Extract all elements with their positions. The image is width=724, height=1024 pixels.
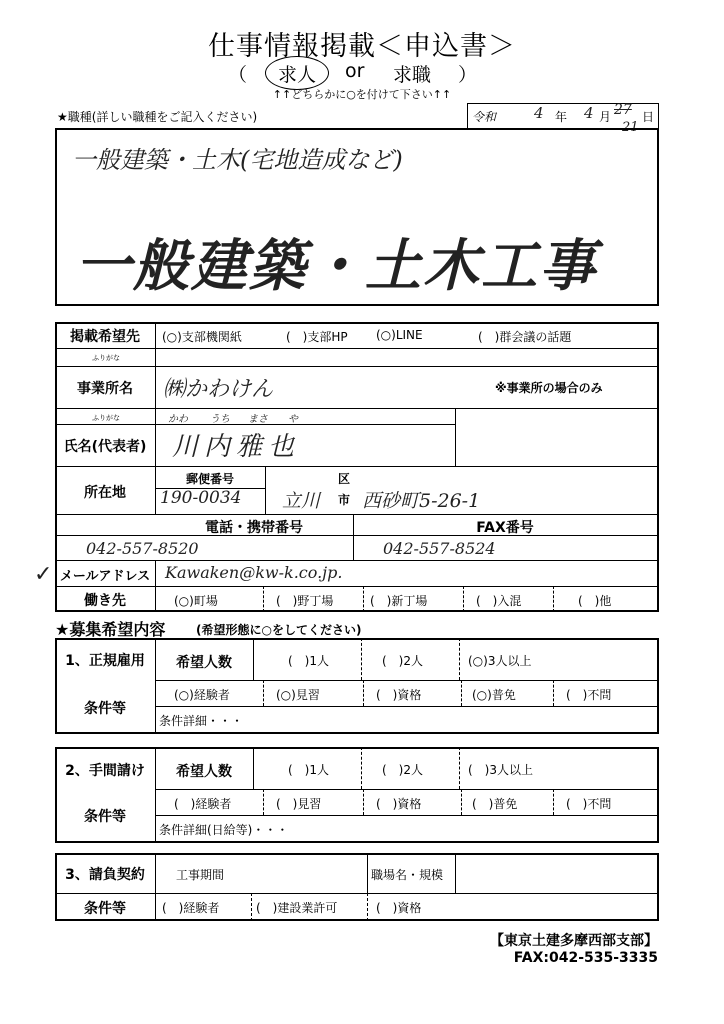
workplace-option-shinchoba[interactable]: ( )新丁場: [370, 594, 428, 608]
workplace-option-iriko[interactable]: ( )入混: [476, 594, 522, 608]
furigana-label-2: ふりがな: [92, 414, 120, 422]
section1-count-label: 希望人数: [176, 655, 232, 671]
section2-detail[interactable]: 条件詳細(日給等)・・・: [159, 823, 289, 837]
form-title: 仕事情報掲載＜申込書＞: [208, 31, 516, 62]
section2-cond-any[interactable]: ( )不問: [566, 797, 612, 811]
business-note: ※事業所の場合のみ: [495, 381, 603, 395]
shi-label: 市: [338, 493, 351, 507]
date-day-unit: 日: [642, 110, 655, 124]
section1-cond-experienced[interactable]: (○)経験者: [174, 688, 230, 702]
section1-cond-any[interactable]: ( )不問: [566, 688, 612, 702]
furigana-name-3: まさ: [248, 414, 268, 425]
workplace-option-nochoba[interactable]: ( )野丁場: [276, 594, 334, 608]
fax-label: FAX番号: [476, 520, 534, 536]
check-mark: ✓: [34, 562, 53, 587]
workplace-option-other[interactable]: ( )他: [578, 594, 612, 608]
instruction-text: ↑↑どちらかに○を付けて下さい↑↑: [272, 88, 452, 101]
date-month-unit: 月: [599, 110, 612, 124]
furigana-label-1: ふりがな: [92, 354, 120, 362]
postal-label: 郵便番号: [185, 472, 234, 486]
date-year-unit: 年: [555, 110, 568, 124]
fax-value[interactable]: 042-557-8524: [383, 539, 496, 558]
section1-cond-driver[interactable]: (○)普免: [472, 688, 516, 702]
representative-label: 氏名(代表者): [63, 439, 147, 455]
section2-cond-license[interactable]: ( )資格: [376, 797, 422, 811]
section3-period-label: 工事期間: [176, 868, 225, 882]
email-value[interactable]: Kawaken@kw-k.co.jp.: [165, 563, 343, 582]
footer-fax: FAX:042-535-3335: [513, 950, 658, 966]
date-era: 令和: [472, 110, 497, 124]
subtitle: [200, 60, 530, 86]
section2-cond-experienced[interactable]: ( )経験者: [174, 797, 232, 811]
job-handwritten-small: 一般建築・土木(宅地造成など): [72, 146, 403, 174]
job-type-label: ★職種(詳しい職種をご記入ください): [57, 110, 258, 124]
furigana-name-4: や: [288, 414, 298, 425]
section1-count-1[interactable]: ( )1人: [288, 654, 329, 668]
section3-label: 3、請負契約: [65, 867, 145, 883]
business-name-label: 事業所名: [77, 381, 133, 397]
listing-label: 掲載希望先: [70, 329, 140, 345]
section2-count-label: 希望人数: [176, 764, 232, 780]
section2-cond-label: 条件等: [84, 809, 126, 825]
address-label: 所在地: [84, 485, 126, 501]
date-month-value: 4: [584, 104, 594, 122]
furigana-name-2: うち: [210, 414, 230, 425]
section2-label: 2、手間請け: [65, 763, 145, 779]
workplace-option-machiba[interactable]: (○)町場: [174, 594, 218, 608]
workplace-label: 働き先: [84, 593, 126, 609]
section2-count-3[interactable]: ( )3人以上: [468, 763, 533, 777]
section2-cond-apprentice[interactable]: ( )見習: [276, 797, 322, 811]
date-day-corrected: 21: [622, 120, 639, 135]
option-or: or: [345, 60, 365, 82]
section2-cond-driver[interactable]: ( )普免: [472, 797, 518, 811]
section3-site-label: 職場名・規模: [371, 868, 444, 882]
ku-label: 区: [338, 472, 351, 486]
section3-cond-experienced[interactable]: ( )経験者: [162, 901, 220, 915]
date-day-value: 27: [614, 102, 632, 118]
business-name-value[interactable]: ㈱かわけん: [163, 377, 274, 402]
job-handwritten-large: 一般建築・土木工事: [75, 233, 597, 299]
section1-detail[interactable]: 条件詳細・・・: [159, 714, 244, 728]
option-kyujin: 求人: [278, 64, 317, 86]
street-value[interactable]: 西砂町5-26-1: [362, 490, 481, 512]
footer-org: 【東京土建多摩西部支部】: [490, 933, 658, 949]
listing-option-newsletter[interactable]: (○)支部機関紙: [162, 330, 242, 344]
listing-option-meeting[interactable]: ( )群会議の話題: [478, 330, 572, 344]
furigana-name-1: かわ: [168, 414, 188, 425]
section1-cond-license[interactable]: ( )資格: [376, 688, 422, 702]
phone-label: 電話・携帯番号: [205, 520, 303, 536]
subtitle-close-paren: ）: [458, 64, 478, 86]
section1-cond-label: 条件等: [84, 701, 126, 717]
kyujin-circle-mark: [265, 56, 329, 90]
section3-cond-label: 条件等: [84, 901, 126, 917]
listing-option-hp[interactable]: ( )支部HP: [286, 330, 348, 344]
section2-count-1[interactable]: ( )1人: [288, 763, 329, 777]
section3-cond-permit[interactable]: ( )建設業許可: [256, 901, 338, 915]
date-year-value: 4: [534, 104, 544, 122]
email-label: メールアドレス: [59, 569, 151, 584]
representative-value[interactable]: 川内雅也: [172, 432, 301, 462]
phone-value[interactable]: 042-557-8520: [86, 539, 199, 558]
section1-cond-apprentice[interactable]: (○)見習: [276, 688, 320, 702]
postal-value[interactable]: 190-0034: [160, 488, 242, 508]
section1-label: 1、正規雇用: [65, 653, 145, 669]
section1-count-2[interactable]: ( )2人: [382, 654, 423, 668]
recruit-heading: ★募集希望内容: [55, 620, 166, 639]
subtitle-open-paren: （: [228, 64, 248, 86]
section1-count-3[interactable]: (○)3人以上: [468, 654, 532, 668]
city-value[interactable]: 立川: [282, 490, 321, 512]
recruit-note: (希望形態に○をしてください): [196, 623, 362, 637]
section3-cond-license[interactable]: ( )資格: [376, 901, 422, 915]
section2-count-2[interactable]: ( )2人: [382, 763, 423, 777]
option-kyushoku: 求職: [393, 64, 432, 86]
listing-option-line[interactable]: (○)LINE: [376, 328, 423, 342]
